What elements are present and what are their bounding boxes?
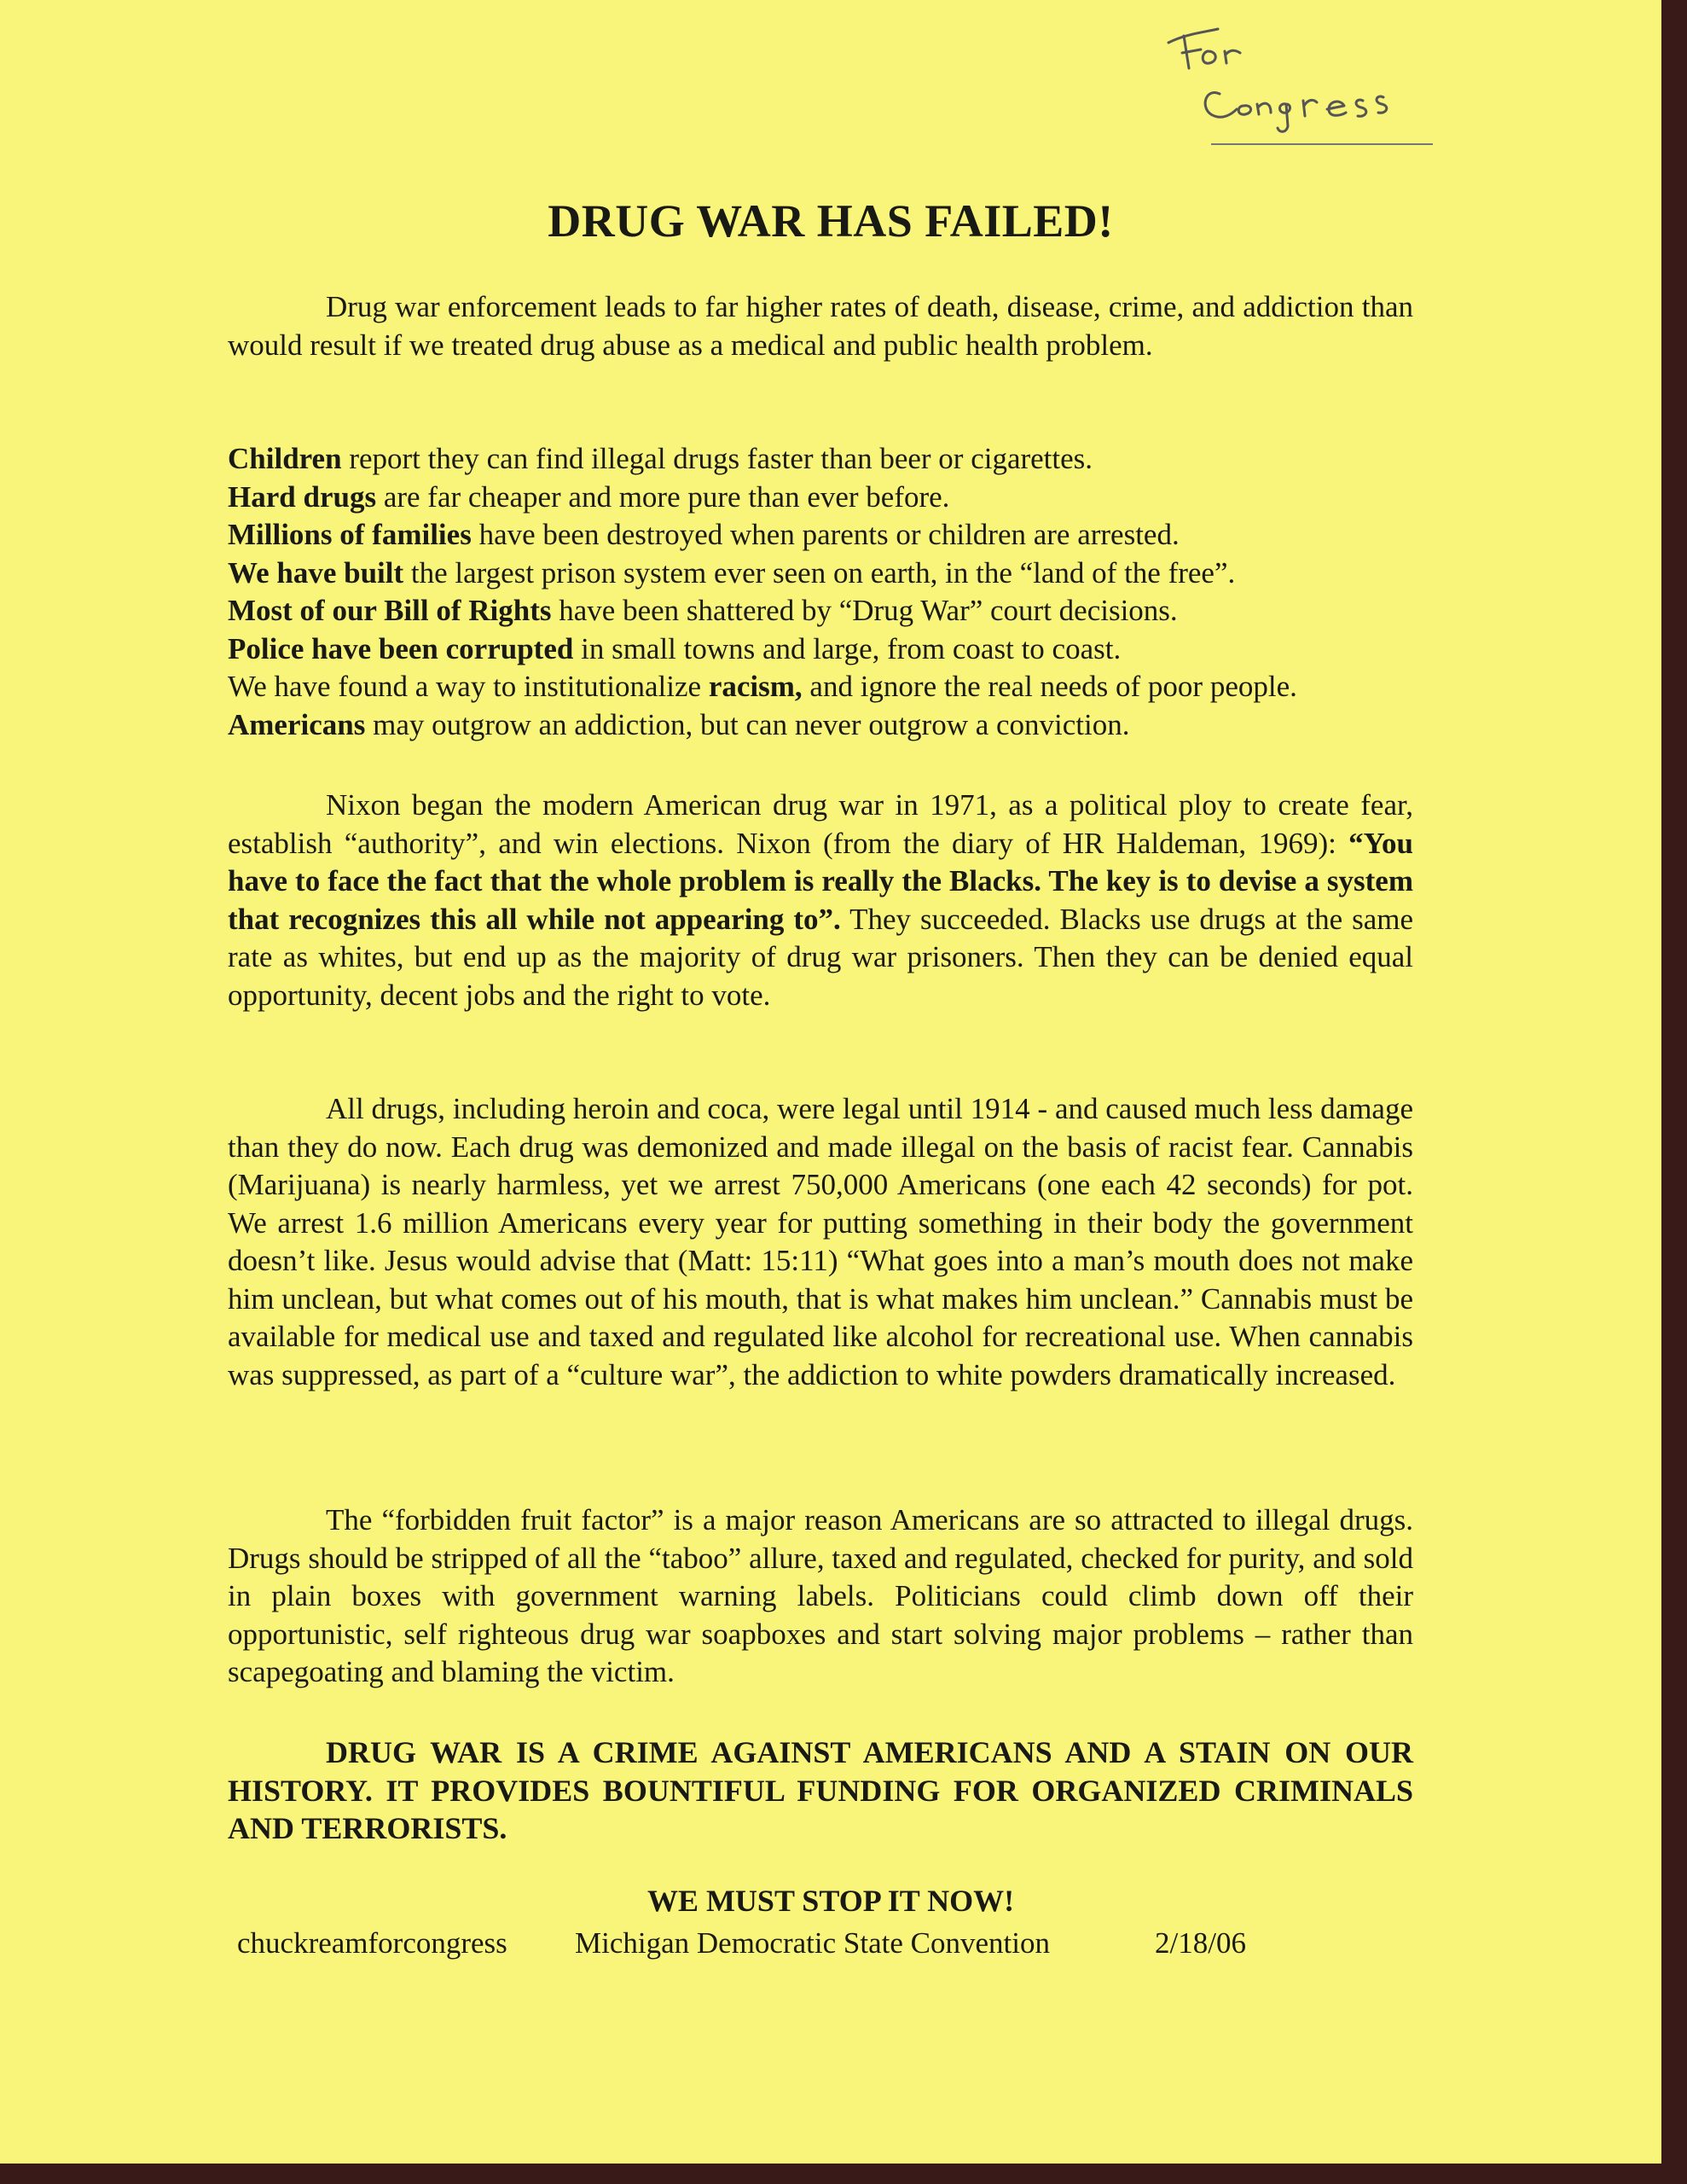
facts-list <box>228 440 1413 744</box>
closing-statement: DRUG WAR IS A CRIME AGAINST AMERICANS AND A STAIN ON OUR HISTORY. IT PROVIDES BOUNTIFUL FUNDING FOR ORGANIZED CRIMINALS AND TERRORISTS. <box>228 1735 1413 1845</box>
nixon-paragraph: Nixon began the modern American drug war in 1971, as a political ploy to create fear, establish “authority”, and win elections. Nixon (from the diary of HR Haldeman, 1969): “You have to face the fact that the whole problem is really the Blacks. The key is to devise a system that recognizes this all while not appearing to”. They succeeded. Blacks use drugs at the same rate as whites, but end up as the majority of drug war prisoners. Then they can be denied equal opportunity, decent jobs and the right to vote. <box>228 788 1413 1012</box>
fact-line: Police have been corrupted in small towns and large, from coast to coast. <box>228 631 1122 665</box>
handwritten-note-for-congress <box>1151 9 1458 154</box>
call-to-action: WE MUST STOP IT NOW! <box>646 1884 1015 1918</box>
flyer-title: DRUG WAR HAS FAILED! <box>548 195 1114 247</box>
fact-line: Children report they can find illegal drugs faster than beer or cigarettes. <box>228 442 1093 475</box>
footer-event: Michigan Democratic State Convention <box>575 1926 1050 1960</box>
haldeman-quote: “You have to face the fact that the whole problem is really the Blacks. The key is to devise a system that recognizes this all while not appearing to”. <box>228 826 1413 936</box>
fact-line: We have built the largest prison system ever seen on earth, in the “land of the free”. <box>228 555 1236 590</box>
handwritten-underline <box>1211 143 1433 145</box>
fact-line: Americans may outgrow an addiction, but can never outgrow a conviction. <box>228 707 1130 741</box>
scan-edge-bottom <box>0 2164 1687 2184</box>
footer-date: 2/18/06 <box>1155 1926 1246 1960</box>
scan-edge-right <box>1661 0 1687 2184</box>
history-paragraph: All drugs, including heroin and coca, were legal until 1914 - and caused much less damage than they do now. Each drug was demonized and made illegal on the basis of racist fear. Cannabis (Marijuana) is nearly harmless, yet we arrest 750,000 Americans (one each 42 seconds) for pot. We arrest 1.6 million Americans every year for putting something in their body the government doesn’t like. Jesus would advise that (Matt: 15:11) “What goes into a man’s mouth does not make him unclean, but what comes out of his mouth, that is what makes him unclean.” Cannabis must be available for medical use and taxed and regulated like alcohol for recreational use. When cannabis was suppressed, as part of a “culture war”, the addiction to white powders dramatically increased. <box>228 1092 1413 1391</box>
footer-author: chuckreamforcongress <box>237 1926 507 1960</box>
fact-line: Millions of families have been destroyed when parents or children are arrested. <box>228 518 1180 551</box>
fact-line: Most of our Bill of Rights have been shattered by “Drug War” court decisions. <box>228 594 1178 627</box>
forbidden-fruit-paragraph: The “forbidden fruit factor” is a major reason Americans are so attracted to illegal drugs. Drugs should be stripped of all the “taboo” allure, taxed and regulated, checked for purity, and sold in plain boxes with government warning labels. Politicians could climb down off their opportunistic, self righteous drug war soapboxes and start solving major problems – rather than scapegoating and blaming the victim. <box>228 1503 1413 1688</box>
fact-line: Hard drugs are far cheaper and more pure than ever before. <box>228 479 950 514</box>
fact-line: We have found a way to institutionalize racism, and ignore the real needs of poor people. <box>228 670 1297 703</box>
intro-paragraph: Drug war enforcement leads to far higher rates of death, disease, crime, and addiction than would result if we treated drug abuse as a medical and public health problem. <box>228 290 1413 362</box>
